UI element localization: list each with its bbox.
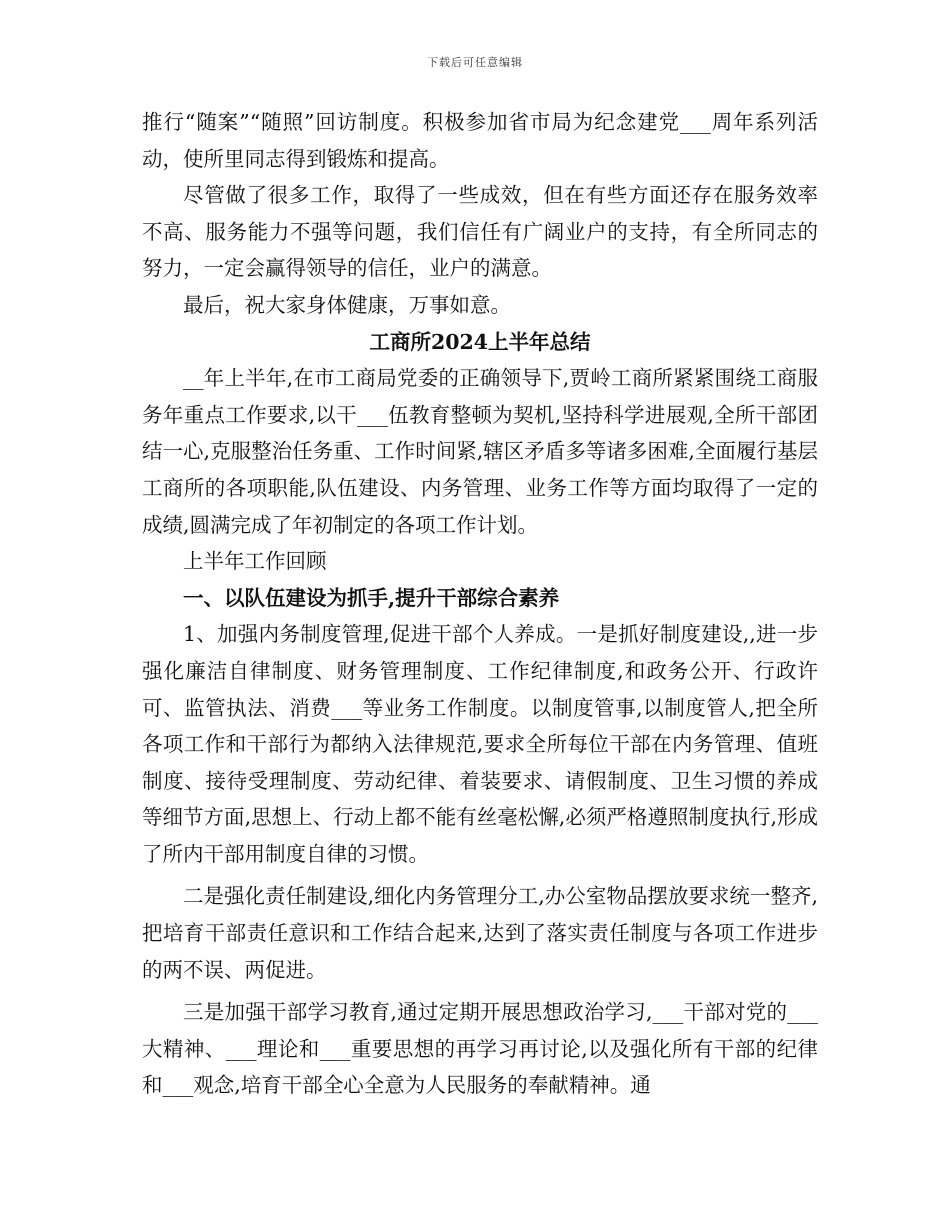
subheading-1: 一、以队伍建设为抓手,提升干部综合素养 bbox=[183, 585, 560, 610]
paragraph-6: 1、加强内务制度管理,促进干部个人养成。一是抓好制度建设,,进一步强化廉洁自律制度、财务管理制度、工作纪律制度,和政务公开、行政许可、监管执法、消费___等业务工作制度。以制度管事,以制度管人,把全所各项工作和干部行为都纳入法律规范,要求全所每位干部在内务管理、值班制度、接待受理制度、劳动纪律、着装要求、请假制度、卫生习惯的养成等细节方面,思想上、行动上都不能有丝毫松懈,必须严格遵照制度执行,形成了所内干部用制度自律的习惯。 bbox=[142, 622, 818, 866]
paragraph-8: 三是加强干部学习教育,通过定期开展思想政治学习,___干部对党的___大精神、___理论和___重要思想的再学习再讨论,以及强化所有干部的纪律和___观念,培育干部全心全意为人民服务的奉献精神。通 bbox=[142, 1000, 818, 1098]
paragraph-1: 推行“随案”“随照”回访制度。积极参加省市局为纪念建党___周年系列活动，使所里同志得到锻炼和提高。 bbox=[142, 110, 818, 171]
page-header-note: 下载后可任意编辑 bbox=[427, 56, 523, 69]
paragraph-7: 二是强化责任制建设,细化内务管理分工,办公室物品摆放要求统一整齐,把培育干部责任意识和工作结合起来,达到了落实责任制度与各项工作进步的两不误、两促进。 bbox=[142, 884, 818, 982]
paragraph-3: 最后，祝大家身体健康，万事如意。 bbox=[183, 292, 511, 317]
paragraph-2: 尽管做了很多工作，取得了一些成效，但在有些方面还存在服务效率不高、服务能力不强等问题，我们信任有广阔业户的支持，有全所同志的努力，一定会赢得领导的信任，业户的满意。 bbox=[142, 183, 818, 281]
paragraph-5: 上半年工作回顾 bbox=[183, 549, 327, 574]
section-title: 工商所2024上半年总结 bbox=[369, 329, 591, 354]
document-body bbox=[142, 104, 818, 1104]
paragraph-4: __年上半年,在市工商局党委的正确领导下,贾岭工商所紧紧围绕工商服务年重点工作要求,以干___伍教育整顿为契机,坚持科学进展观,全所干部团结一心,克服整治任务重、工作时间紧,辖区矛盾多等诸多困难,全面履行基层工商所的各项职能,队伍建设、内务管理、业务工作等方面均取得了一定的成绩,圆满完成了年初制定的各项工作计划。 bbox=[142, 366, 818, 537]
